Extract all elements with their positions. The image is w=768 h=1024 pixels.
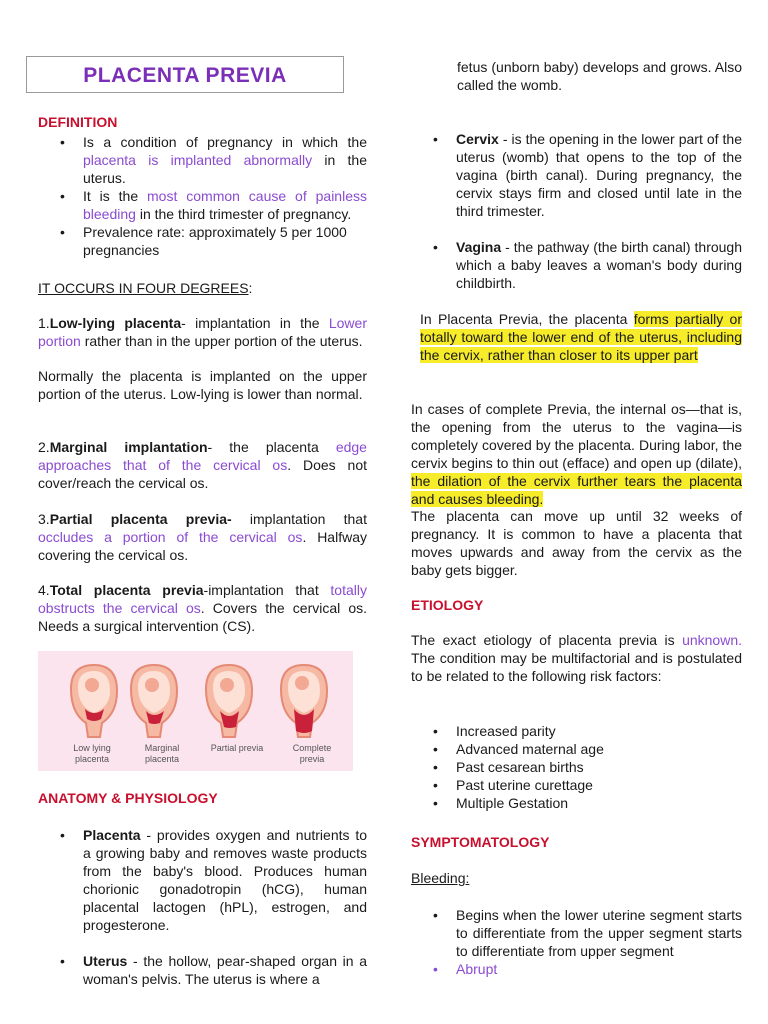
degree-1: 1.Low-lying placenta- implantation in the Lower portion rather than in the upper portion of the uterus. bbox=[38, 315, 367, 349]
figure-caption: Partial previa bbox=[210, 743, 264, 753]
complete-previa-paragraph: In cases of complete Previa, the internal os—that is, the opening from the uterus to the vagina—is completely covered by the placenta. During labor, the cervix begins to thin out (efface) and open up (dilate), the dilation of the cervix further tears the placenta and causes bleeding. bbox=[411, 401, 742, 507]
list-item: • Multiple Gestation bbox=[411, 794, 742, 812]
uterus-continuation: fetus (unborn baby) develops and grows. Also called the womb. bbox=[457, 59, 742, 93]
uterus-partial-figure bbox=[206, 665, 252, 737]
figure-caption: Marginal placenta bbox=[144, 743, 180, 764]
degree-3: 3.Partial placenta previa- implantation that occludes a portion of the cervical os. Halfway covering the cervical os. bbox=[38, 511, 367, 563]
placenta-migration-paragraph: The placenta can move up until 32 weeks of pregnancy. It is common to have a placenta that moves upwards and away from the cervix as the baby gets bigger. bbox=[411, 508, 742, 578]
degree-1-note: Normally the placenta is implanted on the upper portion of the uterus. Low-lying is lower than normal. bbox=[38, 368, 367, 402]
list-item: • Vagina - the pathway (the birth canal) through which a baby leaves a woman's body during childbirth. bbox=[411, 238, 742, 292]
list-item: • Past cesarean births bbox=[411, 758, 742, 776]
list-item: • Is a condition of pregnancy in which the placenta is implanted abnormally in the uterus. bbox=[38, 133, 367, 187]
degree-2: 2.Marginal implantation- the placenta edge approaches that of the cervical os. Does not cover/reach the cervical os. bbox=[38, 439, 367, 491]
list-item: • Prevalence rate: approximately 5 per 1000 pregnancies bbox=[38, 223, 367, 259]
definition-list bbox=[38, 133, 367, 259]
etiology-paragraph: The exact etiology of placenta previa is unknown. The condition may be multifactorial and is postulated to be related to the following risk factors: bbox=[411, 632, 742, 684]
symptomatology-heading: SYMPTOMATOLOGY bbox=[411, 834, 550, 850]
page-title: PLACENTA PREVIA bbox=[26, 56, 344, 93]
list-item: • Abrupt bbox=[411, 960, 742, 978]
figure-caption: Low lying placenta bbox=[73, 743, 111, 764]
uterus-low-lying-figure bbox=[71, 665, 117, 737]
anatomy-list bbox=[38, 826, 367, 988]
etiology-heading: ETIOLOGY bbox=[411, 597, 484, 613]
anatomy-list-continued bbox=[411, 130, 742, 292]
risk-factor-list bbox=[411, 722, 742, 812]
list-item: • Uterus - the hollow, pear-shaped organ in a woman's pelvis. The uterus is where a bbox=[38, 952, 367, 988]
previa-types-illustration bbox=[38, 651, 353, 771]
list-item: • Begins when the lower uterine segment starts to differentiate from the upper segment starts to differentiate from upper segment bbox=[411, 906, 742, 960]
figure-caption: Complete previa bbox=[292, 743, 332, 764]
bleeding-label: Bleeding: bbox=[411, 870, 470, 886]
degrees-heading: IT OCCURS IN FOUR DEGREES: bbox=[38, 280, 253, 296]
list-item: • Placenta - provides oxygen and nutrients to a growing baby and removes waste products from the baby's blood. Produces human chorionic gonadotropin (hCG), human placental lactogen (hPL), estrogen, and progesterone. bbox=[38, 826, 367, 934]
anatomy-heading: ANATOMY & PHYSIOLOGY bbox=[38, 790, 218, 806]
uterus-complete-figure bbox=[281, 665, 327, 737]
bleeding-list bbox=[411, 906, 742, 978]
list-item: • Past uterine curettage bbox=[411, 776, 742, 794]
list-item: • Advanced maternal age bbox=[411, 740, 742, 758]
definition-heading: DEFINITION bbox=[38, 114, 118, 130]
list-item: • Cervix - is the opening in the lower part of the uterus (womb) that opens to the top of the vagina (birth canal). During pregnancy, the cervix stays firm and closed until late in the third trimester. bbox=[411, 130, 742, 220]
previa-paragraph: In Placenta Previa, the placenta forms partially or totally toward the lower end of the uterus, including the cervix, rather than closer to its upper part bbox=[420, 311, 742, 363]
degree-4: 4.Total placenta previa-implantation that totally obstructs the cervical os. Covers the cervical os. Needs a surgical intervention (CS). bbox=[38, 582, 368, 634]
uterus-marginal-figure bbox=[131, 665, 177, 737]
list-item: • It is the most common cause of painless bleeding in the third trimester of pregnancy. bbox=[38, 187, 367, 223]
list-item: • Increased parity bbox=[411, 722, 742, 740]
